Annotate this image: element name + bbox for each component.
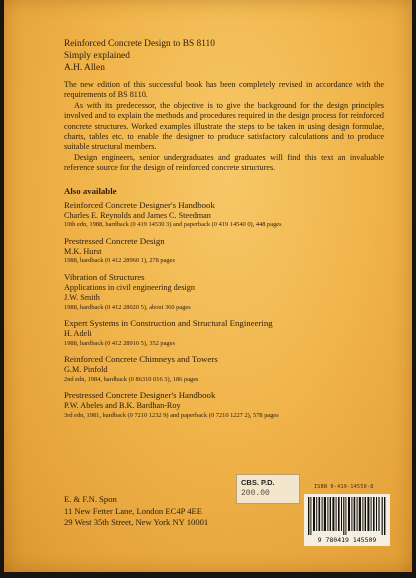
book-item-details: 1988, hardback (0 412 28910 5), 352 pages [64, 339, 175, 347]
also-available-book [64, 272, 384, 313]
publisher-address-london: 11 New Fetter Lane, London EC4P 4EE [64, 505, 203, 516]
book-item-authors: Charles E. Reynolds and James C. Steedman [64, 210, 211, 220]
book-item-title: Prestressed Concrete Designer's Handbook [64, 390, 216, 401]
book-item-title: Reinforced Concrete Chimneys and Towers [64, 354, 218, 365]
barcode-number: 9 780419 145509 [317, 536, 377, 544]
also-available-book [64, 354, 384, 384]
book-item-authors: H. Adeli [64, 329, 92, 339]
sticker-price: 200.00 [241, 489, 270, 498]
publisher-address-newyork: 29 West 35th Street, New York NY 10001 [64, 517, 209, 527]
also-available-book [64, 236, 384, 266]
description-paragraph-1: The new edition of this successful book has been completely revised in accordance with the requirements of BS 8110. [64, 80, 384, 100]
isbn-label: ISBN 0-419-14550-8 [314, 484, 374, 490]
book-item-details: 10th edn, 1988, hardback (0 419 14530 3) and paperback (0 419 14540 0), 448 pages [64, 221, 282, 229]
book-item-title: Vibration of Structures [64, 271, 145, 282]
description-paragraph-3: Design engineers, senior undergraduates and graduates will find this text an invaluable reference source for the design of reinforced concrete structures. [64, 152, 384, 173]
publisher-name: E. & F.N. Spon [64, 494, 117, 504]
book-back-cover [4, 0, 412, 572]
book-item-details: 2nd edn, 1984, hardback (0 86310 016 3), 186 pages [64, 375, 199, 383]
book-item-authors: P.W. Abeles and B.K. Bardhan-Roy [64, 401, 181, 411]
book-item-subtitle: Applications in civil engineering design [64, 282, 195, 292]
book-item-details: 1988, hardback (0 412 28960 1), 278 pages [64, 257, 175, 265]
also-available-heading: Also available [64, 185, 117, 196]
barcode-bars-icon [308, 497, 386, 535]
also-available-book [64, 318, 384, 348]
description-paragraph-2: As with its predecessor, the objective is to give the background for the design principles involved and to explain the methods and procedures required in the design process for reinforced concrete structures. Worked examples illustrate the steps to be taken in using design formulae, charts, tables etc. to enable the designer to produce satisfactory calculations and to produce suitable structural members. [64, 100, 384, 152]
book-title: Reinforced Concrete Design to BS 8110 [64, 39, 215, 49]
book-item-title: Prestressed Concrete Design [64, 235, 165, 246]
book-item-details: 3rd edn, 1981, hardback (0 7210 1232 9) and paperback (0 7210 1227 2), 578 pages [64, 411, 279, 419]
book-item-title: Reinforced Concrete Designer's Handbook [64, 199, 215, 210]
book-item-authors: M.K. Hurst [64, 246, 102, 256]
book-item-authors: J.W. Smith [64, 293, 100, 303]
book-item-title: Expert Systems in Construction and Structural Engineering [64, 318, 273, 329]
publisher-block [64, 494, 264, 529]
also-available-book [64, 390, 384, 420]
barcode [304, 494, 390, 546]
cover-text [64, 38, 384, 426]
book-subtitle: Simply explained [64, 51, 130, 61]
sticker-label: CBS. P.D. [241, 478, 275, 487]
book-item-details: 1988, hardback (0 412 28020 5), about 360 pages [64, 303, 191, 311]
book-author: A.H. Allen [64, 63, 105, 73]
book-item-authors: G.M. Pinfold [64, 365, 108, 375]
also-available-book [64, 200, 384, 230]
